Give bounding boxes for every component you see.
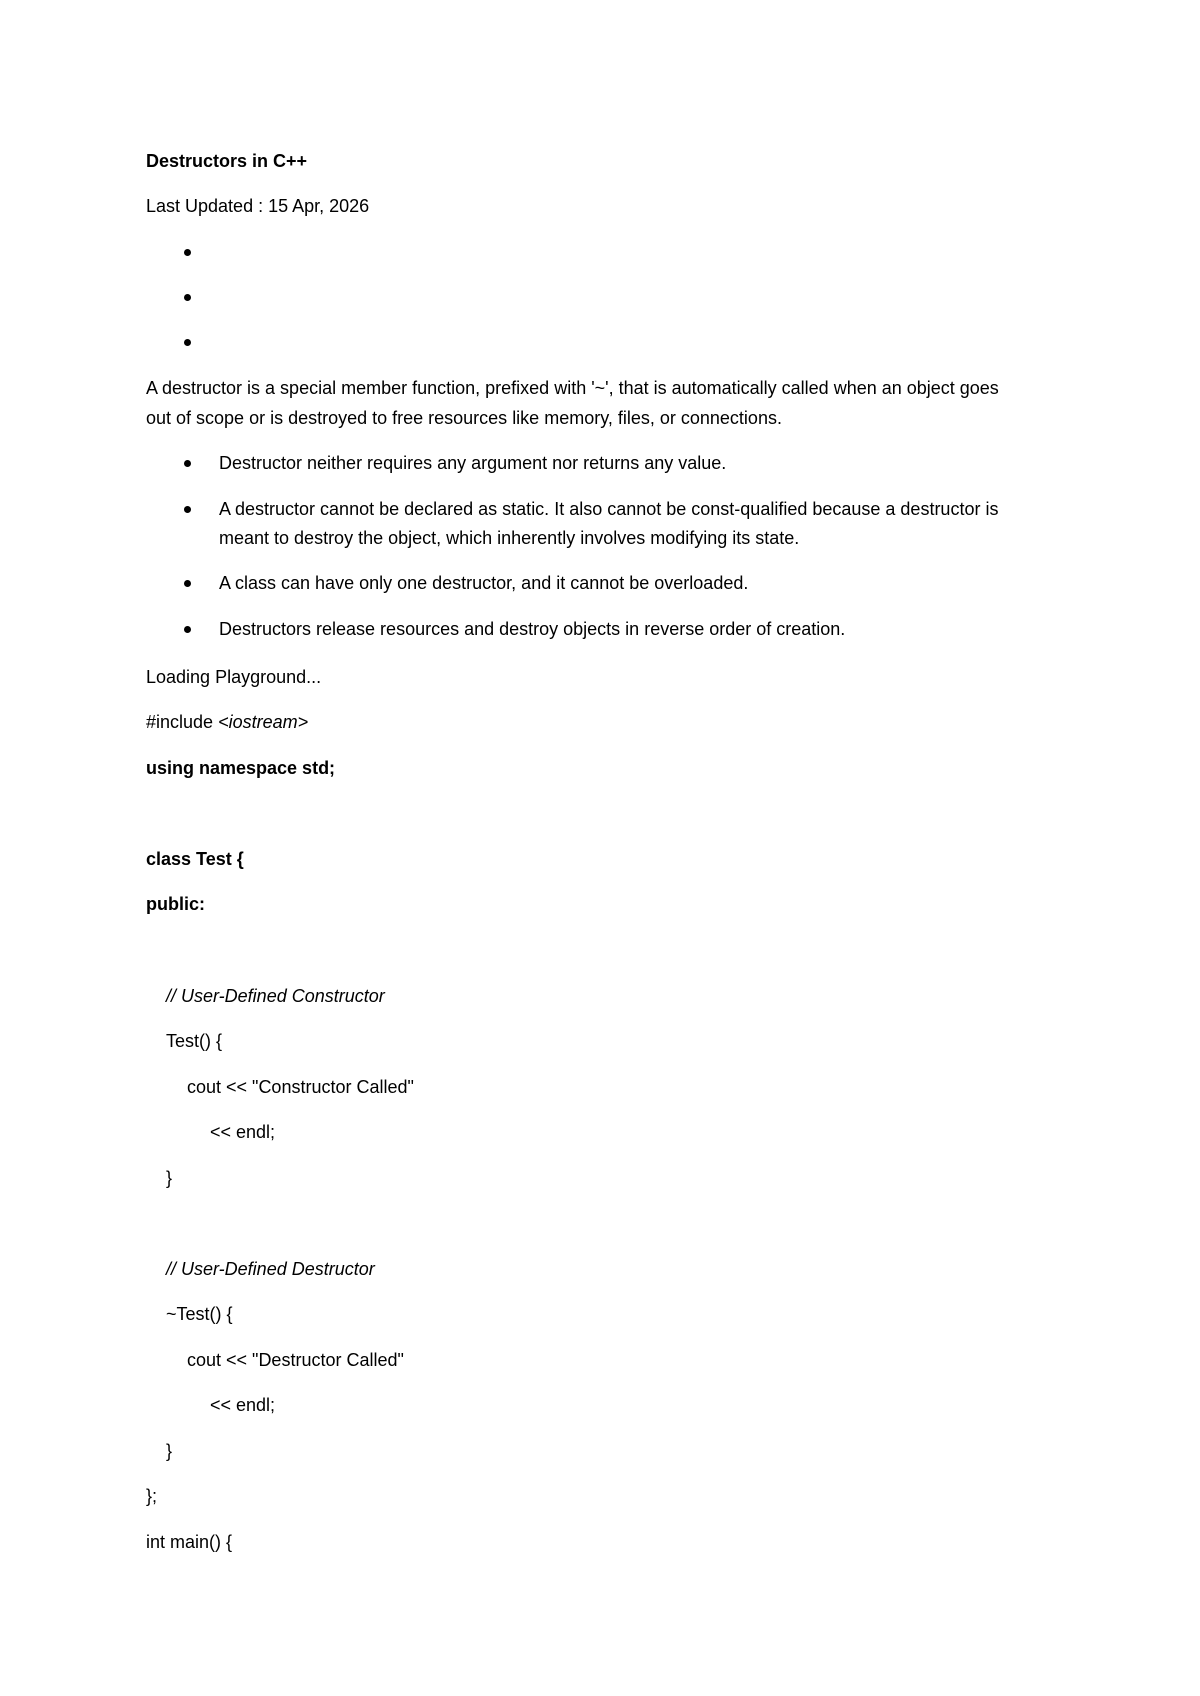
code-dtor-cout: cout << "Destructor Called": [187, 1350, 404, 1370]
code-ctor-close: }: [166, 1168, 173, 1188]
code-main-sig: int main() {: [146, 1532, 233, 1552]
include-header: <iostream>: [218, 712, 309, 732]
empty-bullet-1: [184, 249, 191, 256]
empty-bullet-3: [184, 339, 191, 346]
point-bullet-4: [184, 626, 191, 633]
include-directive: #include: [146, 712, 219, 732]
code-public: public:: [146, 894, 205, 914]
code-dtor-sig: ~Test() {: [166, 1304, 233, 1324]
code-class-decl: class Test {: [146, 849, 244, 869]
code-dtor-close: }: [166, 1441, 173, 1461]
code-ctor-cout: cout << "Constructor Called": [187, 1077, 414, 1097]
code-dtor-comment: // User-Defined Destructor: [166, 1259, 375, 1279]
loading-playground: Loading Playground...: [146, 667, 322, 687]
empty-bullet-2: [184, 294, 191, 301]
code-class-close: };: [146, 1486, 158, 1506]
code-include: [146, 711, 308, 733]
code-using: using namespace std;: [146, 758, 336, 778]
point-bullet-2: [184, 506, 191, 513]
point-bullet-3: [184, 580, 191, 587]
code-dtor-endl: << endl;: [210, 1395, 276, 1415]
point-text-3: A class can have only one destructor, and it cannot be overloaded.: [219, 573, 749, 593]
last-updated: Last Updated : 15 Apr, 2026: [146, 196, 370, 216]
point-text-2: A destructor cannot be declared as static. It also cannot be const-qualified because a destructor is meant to destroy the object, which inherently involves modifying its state.: [219, 499, 999, 548]
code-ctor-endl: << endl;: [210, 1122, 276, 1142]
intro-paragraph: A destructor is a special member function, prefixed with '~', that is automatically called when an object goes out of scope or is destroyed to free resources like memory, files, or connections.: [146, 378, 999, 428]
point-text-4: Destructors release resources and destroy objects in reverse order of creation.: [219, 619, 846, 639]
article-title: Destructors in C++: [146, 151, 308, 171]
code-ctor-comment: // User-Defined Constructor: [166, 986, 385, 1006]
point-text-1: Destructor neither requires any argument nor returns any value.: [219, 453, 727, 473]
point-bullet-1: [184, 460, 191, 467]
code-ctor-sig: Test() {: [166, 1031, 223, 1051]
